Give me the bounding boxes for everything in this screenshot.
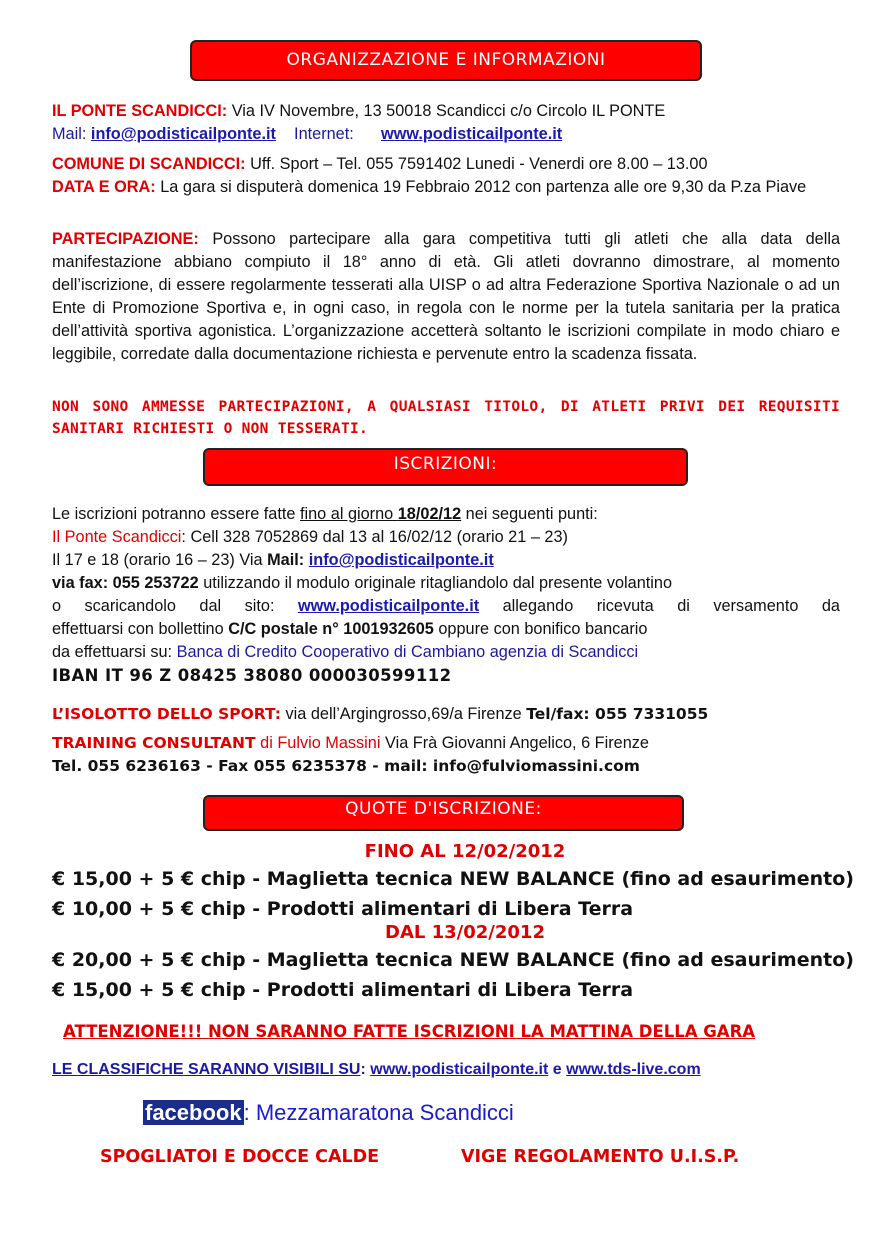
quote-period-2: DAL 13/02/2012 <box>385 922 545 943</box>
iscrizioni-bank-line <box>52 641 638 664</box>
isolotto-label: L’ISOLOTTO DELLO SPORT: <box>52 705 281 723</box>
internet-label: Internet: <box>294 125 354 143</box>
footer-regolamento: VIGE REGOLAMENTO U.I.S.P. <box>461 1147 740 1167</box>
classifiche-link-podistica[interactable]: www.podisticailponte.it <box>370 1061 549 1078</box>
banner-organizzazione-text: ORGANIZZAZIONE E INFORMAZIONI <box>286 50 606 70</box>
iscrizioni-cc-line <box>52 618 647 641</box>
banner-quote-text: QUOTE D'ISCRIZIONE: <box>345 799 542 819</box>
iscrizioni-ponte-text: : Cell 328 7052869 dal 13 al 16/02/12 (orario 21 – 23) <box>181 528 568 546</box>
iscrizioni-date: 18/02/12 <box>397 505 462 523</box>
fax-label: via fax <box>52 574 103 592</box>
iscrizioni-site-line <box>52 595 840 618</box>
ponte-mail-link[interactable]: info@podisticailponte.it <box>90 125 276 143</box>
classifiche-label: LE CLASSIFICHE SARANNO VISIBILI SU <box>52 1061 361 1078</box>
classifiche-line <box>52 1061 701 1079</box>
banner-iscrizioni <box>203 448 688 486</box>
training-label: TRAINING CONSULTANT <box>52 734 256 752</box>
training-di: di Fulvio Massini <box>255 734 381 752</box>
iscrizioni-ponte-line <box>52 526 568 549</box>
data-ora-label: DATA E ORA: <box>52 178 156 196</box>
iscrizioni-mail-line <box>52 549 494 572</box>
quote-p1-line1: € 15,00 + 5 € chip - Maglietta tecnica NEW BALANCE (fino ad esaurimento) <box>52 868 854 890</box>
fax-text: utilizzando il modulo originale ritagliandolo dal presente volantino <box>198 574 673 592</box>
isolotto-line <box>52 703 708 726</box>
site-intro: o scaricandolo dal sito: <box>52 597 298 615</box>
data-ora-para <box>52 176 840 199</box>
ponte-web-link[interactable]: www.podisticailponte.it <box>380 125 563 143</box>
training-line <box>52 732 649 755</box>
facebook-page-name: : Mezzamaratona Scandicci <box>243 1100 514 1125</box>
comune-line <box>52 153 708 176</box>
classifiche-link-tds[interactable]: www.tds-live.com <box>566 1061 701 1078</box>
partecipazione-text: Possono partecipare alla gara competitiva tutti gli atleti che alla data della manifestazione abbiano compiuto il 18° anno di età. Gli atleti dovranno dimostrare, al momento dell’iscrizione, di essere regolarmente tesserati alla UISP o ad altra Federazione Sportiva Nazionale o ad un Ente di Promozione Sportiva e, in ogni caso, in regola con le norme per la tutela sanitaria per la pratica dell’attività sportiva agonistica. L’organizzazione accetterà soltanto le iscrizioni compilate in modo chiaro e leggibile, corredate dalla documentazione richiesta e pervenute entro la scadenza fissata. <box>52 230 841 363</box>
iban: IBAN IT 96 Z 08425 38080 000030599112 <box>52 666 452 685</box>
banner-iscrizioni-text: ISCRIZIONI: <box>393 454 498 474</box>
quote-p2-line1: € 20,00 + 5 € chip - Maglietta tecnica NEW BALANCE (fino ad esaurimento) <box>52 949 854 971</box>
facebook-logo-icon[interactable]: facebook <box>145 1100 242 1125</box>
attenzione-notice: ATTENZIONE!!! NON SARANNO FATTE ISCRIZIONI LA MATTINA DELLA GARA <box>63 1022 756 1041</box>
training-address: Via Frà Giovanni Angelico, 6 Firenze <box>380 734 649 752</box>
iscrizioni-ponte-label: Il Ponte Scandicci <box>52 528 182 546</box>
facebook-line <box>143 1100 514 1126</box>
banner-organizzazione <box>190 40 702 81</box>
partecipazione-para <box>52 228 840 366</box>
bank-intro: da effettuarsi su: <box>52 643 177 661</box>
partecipazione-label: PARTECIPAZIONE: <box>52 230 199 248</box>
warning-sanitari: NON SONO AMMESSE PARTECIPAZIONI, A QUALSIASI TITOLO, DI ATLETI PRIVI DEI REQUISITI SANITARI RICHIESTI O NON TESSERATI. <box>52 399 840 437</box>
isolotto-tel: Tel/fax: 055 7331055 <box>526 705 709 723</box>
site-tail: allegando ricevuta di versamento da <box>479 597 840 615</box>
iscrizioni-site-link[interactable]: www.podisticailponte.it <box>297 597 480 615</box>
classifiche-e: e <box>548 1061 567 1078</box>
ponte-contact-line <box>52 123 562 146</box>
training-contacts: Tel. 055 6236163 - Fax 055 6235378 - mail: info@fulviomassini.com <box>52 757 640 775</box>
mail-label: Mail: <box>52 125 87 143</box>
comune-label: COMUNE DI SCANDICCI: <box>52 155 246 173</box>
cc-number: C/C postale n° 1001932605 <box>228 620 434 638</box>
quote-p2-line2: € 15,00 + 5 € chip - Prodotti alimentari di Libera Terra <box>52 979 634 1001</box>
isolotto-address: via dell’Argingrosso,69/a Firenze <box>280 705 527 723</box>
quote-p1-line2: € 10,00 + 5 € chip - Prodotti alimentari di Libera Terra <box>52 898 634 920</box>
iscrizioni-mail-intro: Il 17 e 18 (orario 16 – 23) Via <box>52 551 268 569</box>
cc-intro: effettuarsi con bollettino <box>52 620 229 638</box>
classifiche-colon: : <box>360 1061 371 1078</box>
iscrizioni-intro-deadline: fino al giorno <box>299 505 398 523</box>
iscrizioni-intro <box>52 503 598 526</box>
iscrizioni-mail-link[interactable]: info@podisticailponte.it <box>308 551 494 569</box>
iscrizioni-intro-tail: nei seguenti punti: <box>461 505 598 523</box>
ponte-address-line <box>52 100 665 123</box>
ponte-label: IL PONTE SCANDICCI: <box>52 102 228 120</box>
cc-tail: oppure con bonifico bancario <box>433 620 648 638</box>
footer-spogliatoi: SPOGLIATOI E DOCCE CALDE <box>100 1147 380 1167</box>
iscrizioni-fax-line <box>52 572 672 595</box>
data-ora-text: La gara si disputerà domenica 19 Febbraio 2012 con partenza alle ore 9,30 da P.za Piave <box>160 178 807 196</box>
quote-period-1: FINO AL 12/02/2012 <box>364 841 566 862</box>
comune-text: Uff. Sport – Tel. 055 7591402 Lunedi - Venerdi ore 8.00 – 13.00 <box>250 155 708 173</box>
ponte-address: Via IV Novembre, 13 50018 Scandicci c/o Circolo IL PONTE <box>231 102 666 120</box>
fax-number: : 055 253722 <box>102 574 199 592</box>
iscrizioni-mail-label: Mail: <box>267 551 305 569</box>
banner-quote <box>203 795 684 831</box>
bank-name: Banca di Credito Cooperativo di Cambiano agenzia di Scandicci <box>176 643 639 661</box>
iscrizioni-intro-text: Le iscrizioni potranno essere fatte <box>52 505 300 523</box>
